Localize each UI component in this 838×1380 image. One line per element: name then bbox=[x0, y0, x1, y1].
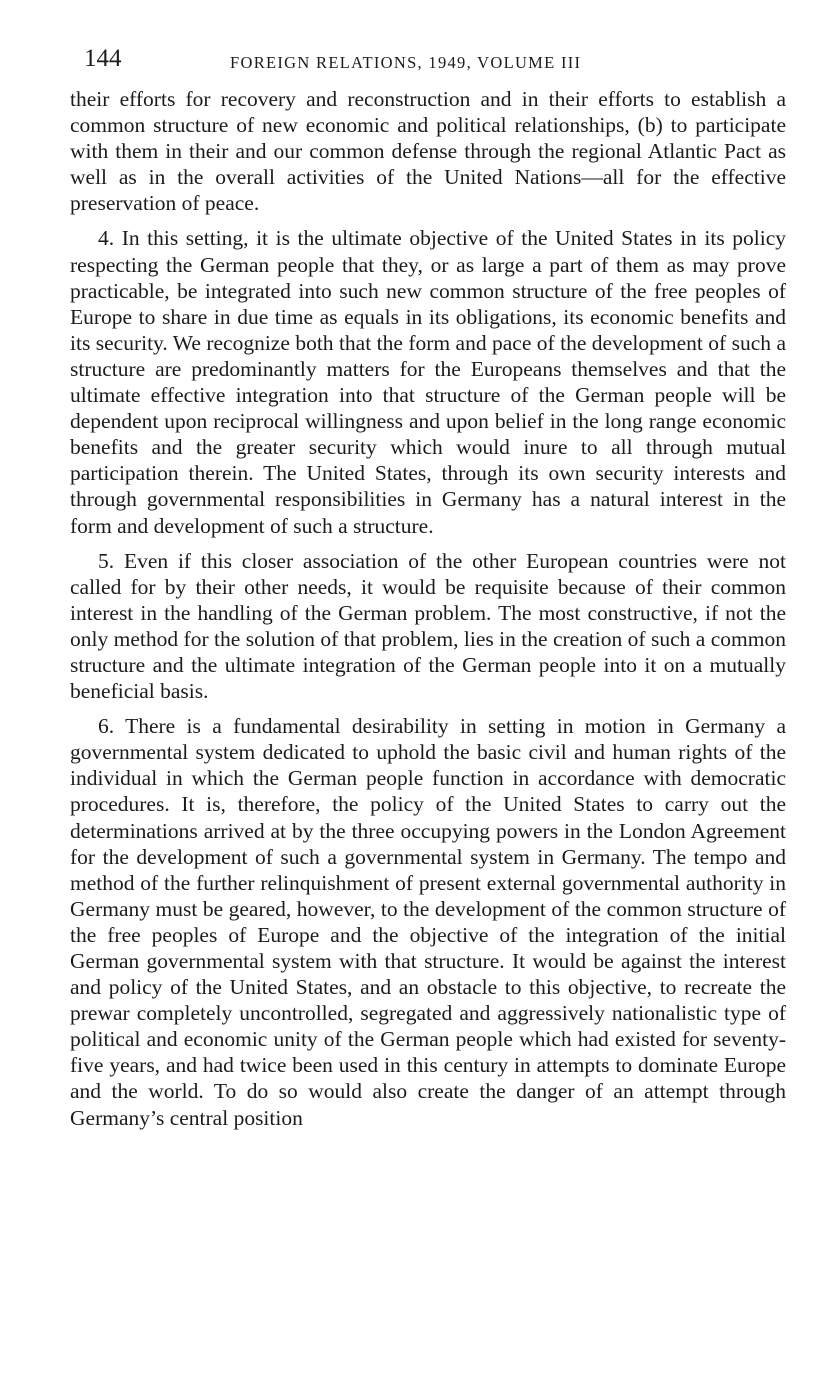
page-header bbox=[84, 44, 784, 78]
paragraph-5: 5. Even if this closer association of the other European countries were not called for by their other needs, it would be requisite because of their common interest in the handling of the German problem. The most constructive, if not the only method for the solution of that problem, lies in the creation of such a common structure and the ultimate integration of the German people into it on a mutually beneficial basis. bbox=[70, 548, 786, 704]
paragraph-4: 4. In this setting, it is the ultimate objective of the United States in its policy respecting the German people that they, or as large a part of them as may prove practicable, be integrated into such new common structure of the free peoples of Europe to share in due time as equals in its obligations, its economic benefits and its security. We recognize both that the form and pace of the development of such a structure are predominantly matters for the Europeans themselves and that the ultimate effective integration into that structure of the German people will be dependent upon reciprocal willingness and upon belief in the long range economic benefits and the greater security which would inure to all through mutual participation therein. The United States, through its own security interests and through governmental responsibilities in Germany has a natural interest in the form and development of such a structure. bbox=[70, 226, 786, 538]
paragraph-continuation: their efforts for recovery and reconstruction and in their efforts to establish a common structure of new economic and political relationships, (b) to participate with them in their and our common defense through the regional Atlantic Pact as well as in the overall activities of the United Nations—all for the effective preservation of peace. bbox=[70, 87, 786, 216]
page-number: 144 bbox=[84, 45, 122, 72]
paragraph-6: 6. There is a fundamental desirability in setting in motion in Germany a governmental system dedicated to uphold the basic civil and human rights of the individual in which the German people function in accordance with democratic procedures. It is, therefore, the policy of the United States to carry out the determinations arrived at by the three occupying powers in the London Agreement for the development of such a governmental system in Germany. The tempo and method of the further relinquishment of present external governmental authority in Germany must be geared, however, to the development of the common structure of the free peoples of Europe and the objective of the integration of the initial German governmental system with that structure. It would be against the interest and policy of the United States, and an obstacle to this objective, to recreate the prewar completely uncontrolled, segregated and aggressively nationalistic type of political and economic unity of the German people which had existed for seventy-five years, and had twice been used in this century in attempts to dominate Europe and the world. To do so would also create the danger of an attempt through Germany’s central position bbox=[70, 714, 786, 1130]
body-text bbox=[70, 86, 786, 1131]
running-head: FOREIGN RELATIONS, 1949, VOLUME III bbox=[230, 53, 582, 72]
